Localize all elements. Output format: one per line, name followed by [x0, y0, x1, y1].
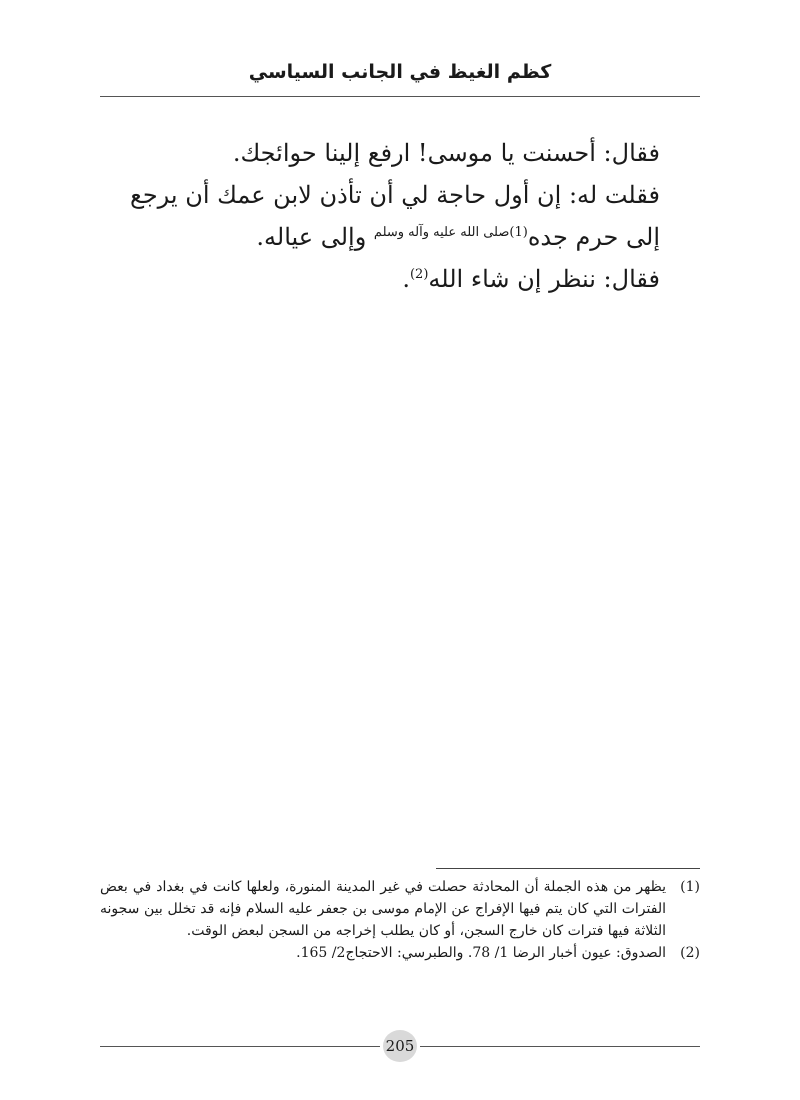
- footnote-ref-2: (2): [409, 267, 429, 282]
- paragraph-2-text: فقلت له: إن أول حاجة لي أن تأذن لابن عمك أن يرجع إلى حرم جده: [130, 181, 660, 251]
- footnote-ref-1: (1): [509, 225, 528, 240]
- header-rule: [100, 96, 700, 97]
- paragraph-3: [100, 258, 700, 300]
- honorific-symbol: صلى الله عليه وآله وسلم: [373, 225, 510, 240]
- paragraph-3-text: فقال: ننظر إن شاء الله: [428, 265, 660, 293]
- footer-rule-left: [100, 1046, 380, 1047]
- footnote-1: [100, 876, 700, 942]
- footnote-2: [100, 942, 700, 964]
- footnote-2-text: الصدوق: عيون أخبار الرضا 1/ 78. والطبرسي: الاحتجاج2/ 165.: [296, 945, 666, 961]
- footnote-1-number: (1): [680, 879, 700, 895]
- footnotes: [100, 876, 700, 964]
- footnote-rule: [436, 868, 700, 869]
- paragraph-1: فقال: أحسنت يا موسى! ارفع إلينا حوائجك.: [232, 139, 660, 167]
- paragraph-2-end: وإلى عياله.: [256, 223, 374, 251]
- paragraph-3-end: .: [402, 265, 410, 293]
- footer-rule-right: [420, 1046, 700, 1047]
- main-text: [100, 132, 700, 300]
- footnote-1-text: يظهر من هذه الجملة أن المحادثة حصلت في غير المدينة المنورة، ولعلها كانت في بغداد في بعض الفترات التي كان يتم فيها الإفراج عن الإمام موسى بن جعفر عليه السلام فإنه قد تخلل بين سجونه الثلاثة فيها فترات كان خارج السجن، أو كان يطلب إخراجه من السجن لبعض الوقت.: [100, 879, 666, 939]
- page-number: 205: [383, 1030, 417, 1062]
- running-header: كظم الغيظ في الجانب السياسي: [248, 61, 552, 83]
- footnote-2-number: (2): [680, 945, 700, 961]
- paragraph-2: [100, 174, 700, 258]
